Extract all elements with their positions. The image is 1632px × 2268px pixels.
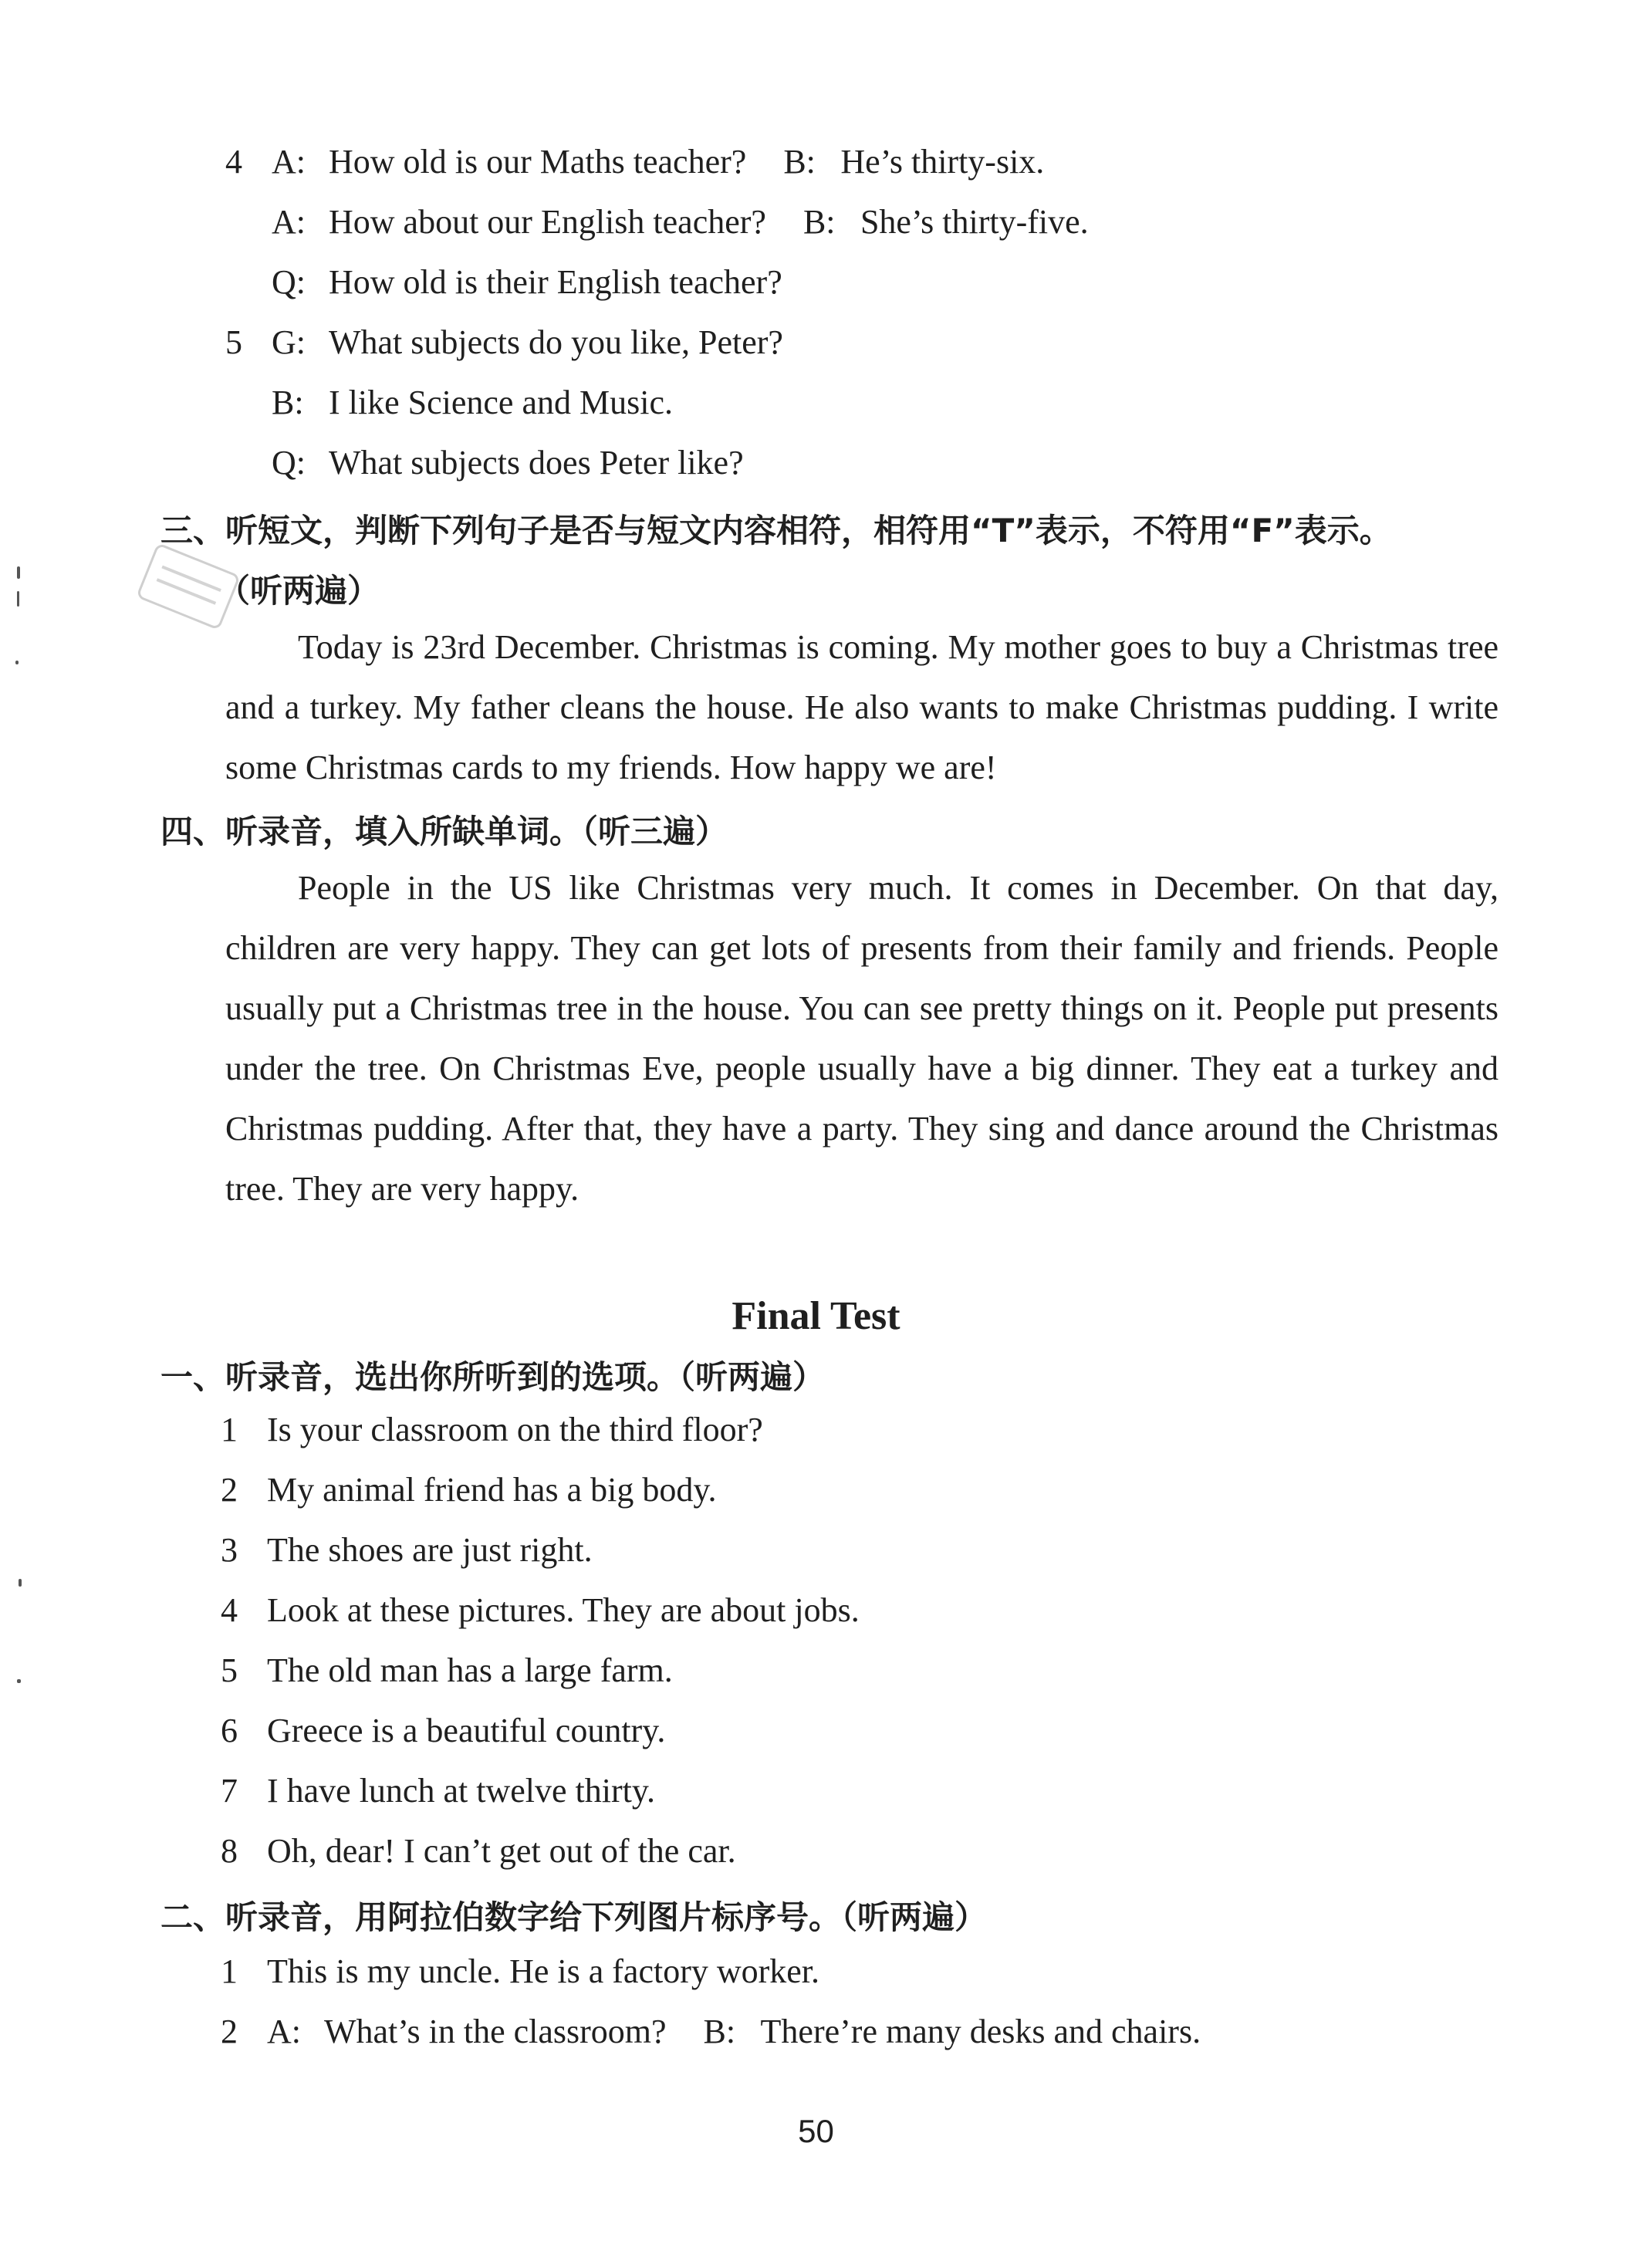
item-number: 2 xyxy=(221,1471,238,1509)
item-4-line-3 xyxy=(272,265,782,299)
item-text: Oh, dear! I can’t get out of the car. xyxy=(267,1832,736,1870)
speaker-label: B: xyxy=(783,143,816,181)
final-item-4 xyxy=(221,1591,860,1629)
dialogue-text: I like Science and Music. xyxy=(329,384,673,421)
final-test-title: Final Test xyxy=(732,1294,900,1338)
speaker-label: A: xyxy=(272,143,306,181)
item-text: Is your classroom on the third floor? xyxy=(267,1411,763,1448)
item-5-line-1 xyxy=(225,323,783,361)
scan-speck xyxy=(17,566,20,579)
item-number: 8 xyxy=(221,1832,238,1870)
section-4-heading: 四、听录音，填入所缺单词。（听三遍） xyxy=(160,813,728,850)
speaker-label: B: xyxy=(703,2013,736,2050)
item-text: Greece is a beautiful country. xyxy=(267,1712,666,1749)
item-text: My animal friend has a big body. xyxy=(267,1471,717,1509)
item-number: 2 xyxy=(221,2013,238,2050)
question-label: Q: xyxy=(272,263,306,301)
section-3-heading-note: （听两遍） xyxy=(218,572,380,610)
dialogue-text: She’s thirty-five. xyxy=(860,203,1089,241)
scan-speck xyxy=(15,661,19,664)
item-4-line-1 xyxy=(225,145,1044,179)
final-item-5 xyxy=(221,1651,673,1689)
question-label: Q: xyxy=(272,444,306,482)
item-number: 3 xyxy=(221,1531,238,1569)
item-text: The old man has a large farm. xyxy=(267,1651,673,1689)
item-number: 4 xyxy=(225,143,242,181)
dialogue-text: How about our English teacher? xyxy=(329,203,766,241)
speaker-label: G: xyxy=(272,323,306,361)
final-part-2-heading: 二、听录音，用阿拉伯数字给下列图片标序号。（听两遍） xyxy=(160,1898,988,1936)
dialogue-text: He’s thirty-six. xyxy=(840,143,1045,181)
question-text: How old is their English teacher? xyxy=(329,263,782,301)
dialogue-text: What’s in the classroom? xyxy=(324,2013,667,2050)
item-5-line-2 xyxy=(272,386,673,420)
item-text: Look at these pictures. They are about jobs. xyxy=(267,1591,860,1629)
item-number: 7 xyxy=(221,1772,238,1810)
final-item-6 xyxy=(221,1714,665,1748)
final-part-2-item-1 xyxy=(221,1952,820,1990)
scan-speck xyxy=(17,1679,21,1683)
dialogue-text: There’re many desks and chairs. xyxy=(760,2013,1201,2050)
item-number: 1 xyxy=(221,1411,238,1448)
final-part-2-item-2 xyxy=(221,2015,1201,2049)
speaker-label: B: xyxy=(802,203,836,241)
final-item-8 xyxy=(221,1834,736,1868)
item-5-line-3 xyxy=(272,446,744,480)
dialogue-text: How old is our Maths teacher? xyxy=(329,143,747,181)
item-text: This is my uncle. He is a factory worker. xyxy=(267,1952,820,1990)
final-item-3 xyxy=(221,1533,593,1567)
final-item-1 xyxy=(221,1413,763,1447)
item-number: 6 xyxy=(221,1712,238,1749)
section-3-heading: 三、听短文，判断下列句子是否与短文内容相符，相符用“T”表示，不符用“F”表示。 xyxy=(160,512,1392,549)
item-number: 1 xyxy=(221,1952,238,1990)
question-text: What subjects does Peter like? xyxy=(329,444,744,482)
item-text: The shoes are just right. xyxy=(267,1531,593,1569)
item-number: 5 xyxy=(221,1651,238,1689)
speaker-label: B: xyxy=(272,384,304,421)
item-number: 4 xyxy=(221,1591,238,1629)
section-4-passage: People in the US like Christmas very much. It comes in December. On that day, children are very happy. They can get lots of presents from their family and friends. People usually put a Christmas tree in the house. You can see pretty things on it. People put presents under the tree. On Christmas Eve, people usually have a big dinner. They eat a turkey and Christmas pudding. After that, they have a party. They sing and dance around the Christmas tree. They are very happy. xyxy=(225,869,1499,1208)
item-4-line-2 xyxy=(272,205,1089,239)
scan-speck xyxy=(19,1579,22,1587)
final-item-2 xyxy=(221,1473,716,1507)
dialogue-text: What subjects do you like, Peter? xyxy=(329,323,783,361)
item-number: 5 xyxy=(225,323,242,361)
final-item-7 xyxy=(221,1774,655,1808)
speaker-label: A: xyxy=(272,203,306,241)
scan-speck xyxy=(17,591,19,607)
page-number: 50 xyxy=(798,2113,834,2149)
final-part-1-heading: 一、听录音，选出你所听到的选项。（听两遍） xyxy=(160,1358,826,1396)
speaker-label: A: xyxy=(267,2013,301,2050)
section-3-passage: Today is 23rd December. Christmas is coming. My mother goes to buy a Christmas tree and a turkey. My father cleans the house. He also wants to make Christmas pudding. I write some Christmas cards to my friends. How happy we are! xyxy=(225,628,1499,786)
item-text: I have lunch at twelve thirty. xyxy=(267,1772,655,1810)
